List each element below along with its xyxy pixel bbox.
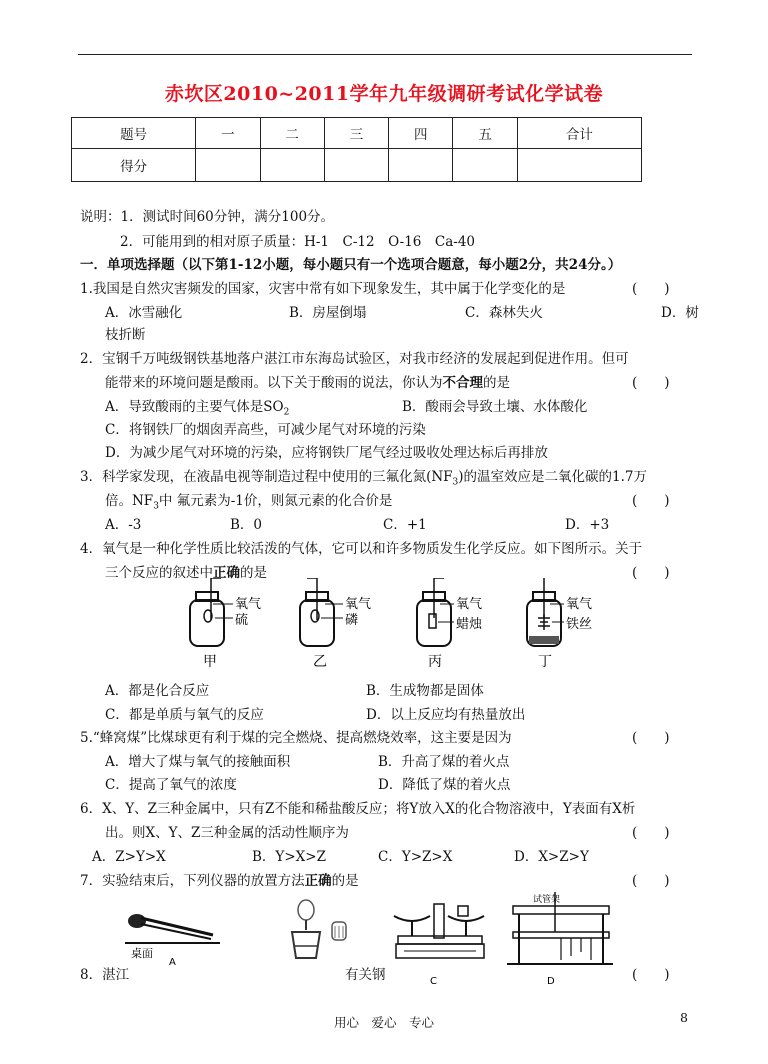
q4-option-d: D．以上反应均有热量放出: [366, 707, 526, 723]
answer-bracket: ( ): [632, 565, 670, 581]
answer-bracket: ( ): [632, 967, 670, 983]
header-rule: [78, 54, 692, 55]
q3-option-b: B．0: [230, 517, 263, 533]
score-header-cell: 四: [389, 118, 453, 149]
figure-label: D: [547, 976, 555, 986]
q5-stem: 5.“蜂窝煤”比煤球更有利于煤的完全燃烧、提高燃烧效率，这主要是因为: [80, 730, 512, 746]
q6-option-a: A．Z>Y>X: [92, 849, 166, 865]
q4-figure: [185, 578, 605, 673]
gas-jar-figure: [300, 578, 371, 670]
score-header-cell: 五: [453, 118, 517, 149]
q1-option-d: D．树: [661, 305, 699, 321]
q6-option-c: C．Y>Z>X: [378, 849, 453, 865]
gas-jar-figure: [417, 578, 483, 670]
score-row-label: 得分: [72, 149, 196, 182]
q4-option-b: B．生成物都是固体: [366, 683, 484, 699]
desk-label: 桌面: [131, 947, 153, 960]
q2-option-d: D．为减少尾气对环境的污染，应将钢铁厂尾气经过吸收处理达标后再排放: [105, 445, 548, 461]
jar-label-gas: 氧气: [235, 597, 262, 612]
jar-label-gas: 氧气: [566, 597, 593, 612]
q6-option-d: D．X>Z>Y: [514, 849, 589, 865]
answer-bracket: ( ): [632, 493, 670, 509]
jar-caption: 甲: [203, 654, 217, 670]
jar-label-substance: 蜡烛: [456, 617, 483, 632]
q1-option-c: C．森林失火: [465, 305, 543, 321]
jar-label-substance: 铁丝: [566, 617, 593, 632]
answer-bracket: ( ): [632, 825, 670, 841]
score-cell: [453, 149, 517, 182]
q2-option-c: C．将钢铁厂的烟囱弄高些，可减少尾气对环境的污染: [105, 422, 426, 438]
q3-stem-line2: 倍。$NF_3$中 氟元素为-1价，则氮元素的化合价是: [105, 493, 393, 512]
score-cell: [196, 149, 260, 182]
figure-label: C: [430, 976, 437, 986]
figure-label: A: [169, 957, 176, 965]
q4-stem-line1: 4．氧气是一种化学性质比较活泼的气体，它可以和许多物质发生化学反应。如下图所示。关于: [80, 541, 643, 557]
score-table: [71, 117, 642, 182]
jar-label-substance: 硫: [235, 613, 249, 628]
jar-caption: 乙: [313, 654, 327, 670]
q6-stem-line1: 6．X、Y、Z三种金属中，只有Z不能和稀盐酸反应；将Y放入X的化合物溶液中，Y表面有X析: [80, 801, 636, 817]
q5-option-a: A．增大了煤与氧气的接触面积: [105, 754, 291, 770]
q1-option-a: A．冰雪融化: [105, 305, 183, 321]
section-heading: 一．单项选择题（以下第1-12小题，每小题只有一个选项合题意，每小题2分，共24分。）: [80, 257, 622, 273]
jar-label-substance: 磷: [345, 613, 359, 628]
q2-option-a: A．导致酸雨的主要气体是$SO_2$: [105, 399, 290, 418]
q6-stem-line2: 出。则X、Y、Z三种金属的活动性顺序为: [105, 825, 349, 841]
jar-caption: 丁: [538, 654, 552, 670]
score-cell: [260, 149, 324, 182]
jar-caption: 丙: [428, 654, 442, 670]
q5-option-c: C．提高了氧气的浓度: [105, 777, 237, 793]
q1-option-d-cont: 枝折断: [105, 327, 146, 343]
q8-stem-start: 8．湛江: [80, 967, 130, 983]
q1-stem: 1.我国是自然灾害频发的国家，灾害中常有如下现象发生，其中属于化学变化的是: [80, 281, 566, 297]
answer-bracket: ( ): [632, 873, 670, 889]
q3-option-a: A．-3: [105, 517, 142, 533]
q6-option-b: B．Y>X>Z: [252, 849, 326, 865]
jar-label-gas: 氧气: [456, 597, 483, 612]
q2-option-b: B．酸雨会导致土壤、水体酸化: [402, 399, 588, 415]
q3-stem-line1: 3．科学家发现，在液晶电视等制造过程中使用的三氟化氮$(NF_3)$的温室效应是二氧化碳的1.7万: [80, 469, 648, 488]
q5-option-d: D．降低了煤的着火点: [378, 777, 511, 793]
q4-stem-line2: 三个反应的叙述中正确的是: [105, 565, 267, 581]
q3-option-c: C．+1: [383, 517, 427, 533]
answer-bracket: ( ): [632, 375, 670, 391]
q7-stem: 7．实验结束后，下列仪器的放置方法正确的是: [80, 873, 359, 889]
q4-option-a: A．都是化合反应: [105, 683, 210, 699]
answer-bracket: ( ): [632, 281, 670, 297]
note-line-1: 说明：1．测试时间60分钟，满分100分。: [80, 209, 335, 225]
q4-option-c: C．都是单质与氧气的反应: [105, 707, 264, 723]
exam-title: 赤坎区2010~2011学年九年级调研考试化学试卷: [164, 83, 604, 105]
q7-figure-d: [505, 890, 615, 986]
q7-figure-c: [390, 896, 490, 986]
page-number: 8: [680, 1010, 688, 1025]
score-header-cell: 合计: [517, 118, 641, 149]
score-header-cell: 三: [324, 118, 388, 149]
score-header-cell: 二: [260, 118, 324, 149]
q7-figure-a: [125, 905, 225, 965]
note-line-2: 2．可能用到的相对原子质量：H-1 C-12 O-16 Ca-40: [120, 234, 476, 250]
answer-bracket: ( ): [632, 730, 670, 746]
score-table-header-row: [72, 118, 642, 149]
gas-jar-figure: [190, 578, 261, 670]
q1-option-b: B．房屋倒塌: [289, 305, 367, 321]
score-header-cell: 一: [196, 118, 260, 149]
score-cell: [389, 149, 453, 182]
score-table-score-row: [72, 149, 642, 182]
score-header-cell: 题号: [72, 118, 196, 149]
q3-option-d: D．+3: [565, 517, 610, 533]
rack-label: 试管架: [533, 895, 561, 905]
q2-stem-line1: 2．宝钢千万吨级钢铁基地落户湛江市东海岛试验区，对我市经济的发展起到促进作用。但可: [80, 351, 629, 367]
gas-jar-figure: [527, 578, 592, 670]
jar-label-gas: 氧气: [345, 597, 372, 612]
score-cell: [324, 149, 388, 182]
q7-figure-b: [280, 896, 360, 966]
q2-stem-line2: 能带来的环境问题是酸雨。以下关于酸雨的说法，你认为不合理的是: [105, 375, 510, 391]
page-footer: 用心 爱心 专心: [333, 1015, 434, 1030]
score-cell: [517, 149, 641, 182]
q5-option-b: B．升高了煤的着火点: [378, 754, 510, 770]
q8-stem-end: 有关钢: [345, 967, 386, 983]
